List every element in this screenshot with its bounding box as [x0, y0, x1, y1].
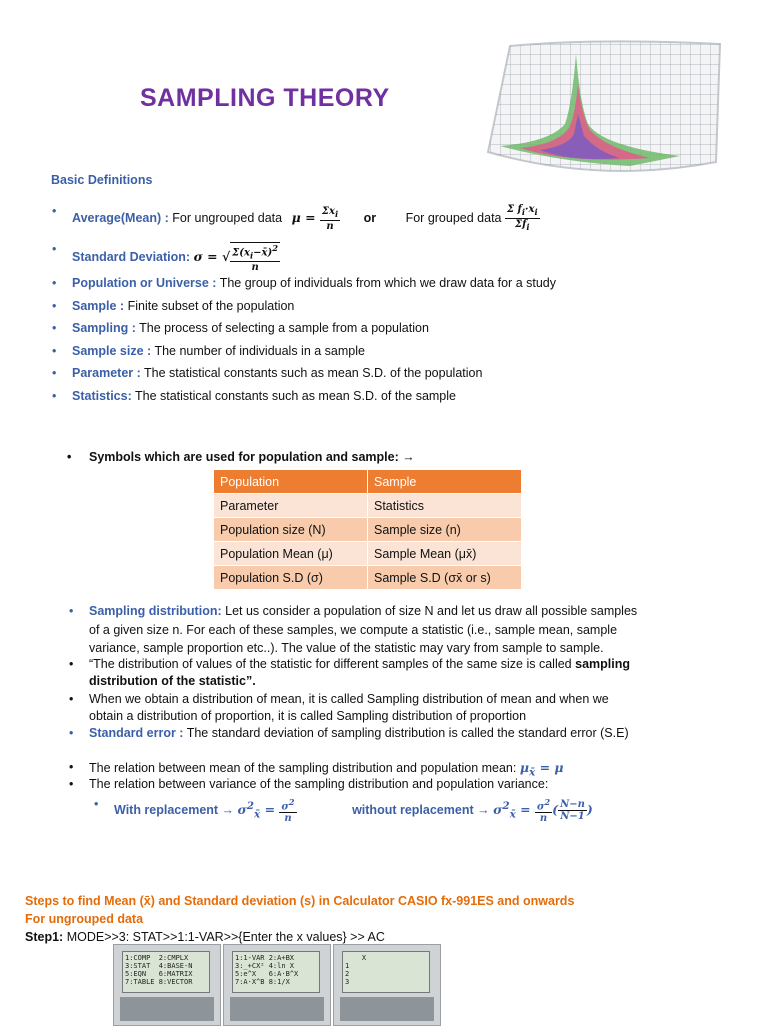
- table-header-row: [214, 470, 522, 494]
- symbols-heading: • Symbols which are used for population and sample: →: [67, 450, 415, 464]
- table-header: Sample: [368, 470, 522, 494]
- standard-error-text: • Standard error : The standard deviation of sampling distribution is called the standard error (S.E): [69, 726, 629, 740]
- mean-distribution-text: obtain a distribution of proportion, it is called Sampling distribution of proportion: [89, 709, 527, 723]
- calculator-screen: X 1 2 3: [342, 951, 430, 993]
- calculator-keys: [340, 997, 434, 1021]
- step1-text: Step1: MODE>>3: STAT>>1:1-VAR>>{Enter the x values} >> AC: [25, 930, 385, 944]
- table-cell: Population S.D (σ): [214, 566, 368, 590]
- table-row: [214, 494, 522, 518]
- sampling-distribution-text: of a given size n. For each of these samples, we compute a statistic (i.e., sample mean, sample: [89, 623, 618, 637]
- definition-item: • Parameter : The statistical constants such as mean S.D. of the population: [52, 366, 483, 380]
- table-cell: Statistics: [368, 494, 522, 518]
- table-row: [214, 542, 522, 566]
- basic-definitions-heading: Basic Definitions: [51, 173, 153, 187]
- calculator-screen: 1:COMP 2:CMPLX 3:STAT 4:BASE-N 5:EQN 6:MATRIX 7:TABLE 8:VECTOR: [122, 951, 210, 993]
- bullet: •: [52, 204, 57, 218]
- steps-heading: Steps to find Mean (x̄) and Standard deviation (s) in Calculator CASIO fx-991ES and onwards: [25, 894, 575, 908]
- definition-item: • Sample : Finite subset of the population: [52, 299, 295, 313]
- sd-formula: σ = √ $\frac{\Sigma(x_i-x̄)^2}{n}$: [193, 243, 278, 274]
- definition-item: • Sampling : The process of selecting a sample from a population: [52, 321, 429, 335]
- table-header: Population: [214, 470, 368, 494]
- steps-subheading: For ungrouped data: [25, 912, 144, 926]
- table-row: [214, 518, 522, 542]
- sampling-distribution-text: variance, sample proportion etc..). The value of the statistic may vary from sample to sample.: [89, 641, 604, 655]
- table-row: [214, 566, 522, 590]
- table-cell: Sample Mean (μx̄): [368, 542, 522, 566]
- calculator-keys: [120, 997, 214, 1021]
- sd-definition: • Standard Deviation: σ = √ $\frac{\Sigma(x_i-x̄)^2}{n}$: [52, 242, 278, 274]
- calculator-image: [223, 944, 331, 1026]
- quote-text: distribution of the statistic”.: [89, 674, 256, 688]
- definition-item: • Statistics: The statistical constants such as mean S.D. of the sample: [52, 389, 456, 403]
- calculator-image: [113, 944, 221, 1026]
- calculator-keys: [230, 997, 324, 1021]
- page-title: SAMPLING THEORY: [140, 84, 390, 112]
- mean-formula: μ = $\frac{\Sigma x_i}{n}$: [291, 205, 339, 232]
- average-definition: • Average(Mean) : For ungrouped data μ = $\frac{\Sigma x_i}{n}$ or For grouped data $\frac{\Sigma f_i\cdot x_i}{\Sigma f_i}$: [52, 204, 538, 232]
- relation-text: • The relation between variance of the sampling distribution and population variance:: [69, 777, 549, 791]
- sampling-distribution-text: • Sampling distribution: Let us consider a population of size N and let us draw all possible samples: [69, 604, 638, 618]
- replacement-formulas: • With replacement → $\sigma^2_{x̄}$ = $\frac{\sigma^2}{n}$ without replacement → $\sigma^2_{x̄}$ = $\frac{\sigma^2}{n}$ ( $\frac{N-n}{N-1}$ ): [94, 797, 593, 825]
- table-cell: Population Mean (μ): [214, 542, 368, 566]
- table-cell: Population size (N): [214, 518, 368, 542]
- definition-item: • Population or Universe : The group of individuals from which we draw data for a study: [52, 276, 556, 290]
- distribution-surface-graphic: [480, 34, 730, 184]
- symbols-table: [213, 469, 522, 590]
- table-cell: Sample size (n): [368, 518, 522, 542]
- table-cell: Sample S.D (σx̄ or s): [368, 566, 522, 590]
- quote-text: • “The distribution of values of the statistic for different samples of the same size is called sampling: [69, 657, 630, 671]
- relation-text: • The relation between mean of the sampling distribution and population mean: $\mu_{x̄} = \mu$: [69, 760, 564, 779]
- calculator-screen: 1:1-VAR 2:A+BX 3:_+CX² 4:ln X 5:e^X 6:A·B^X 7:A·X^B 8:1/X: [232, 951, 320, 993]
- table-cell: Parameter: [214, 494, 368, 518]
- definition-item: • Sample size : The number of individuals in a sample: [52, 344, 365, 358]
- mean-distribution-text: • When we obtain a distribution of mean, it is called Sampling distribution of mean and when we: [69, 692, 609, 706]
- grouped-mean-formula: $\frac{\Sigma f_i\cdot x_i}{\Sigma f_i}$: [506, 204, 538, 232]
- calculator-image: [333, 944, 441, 1026]
